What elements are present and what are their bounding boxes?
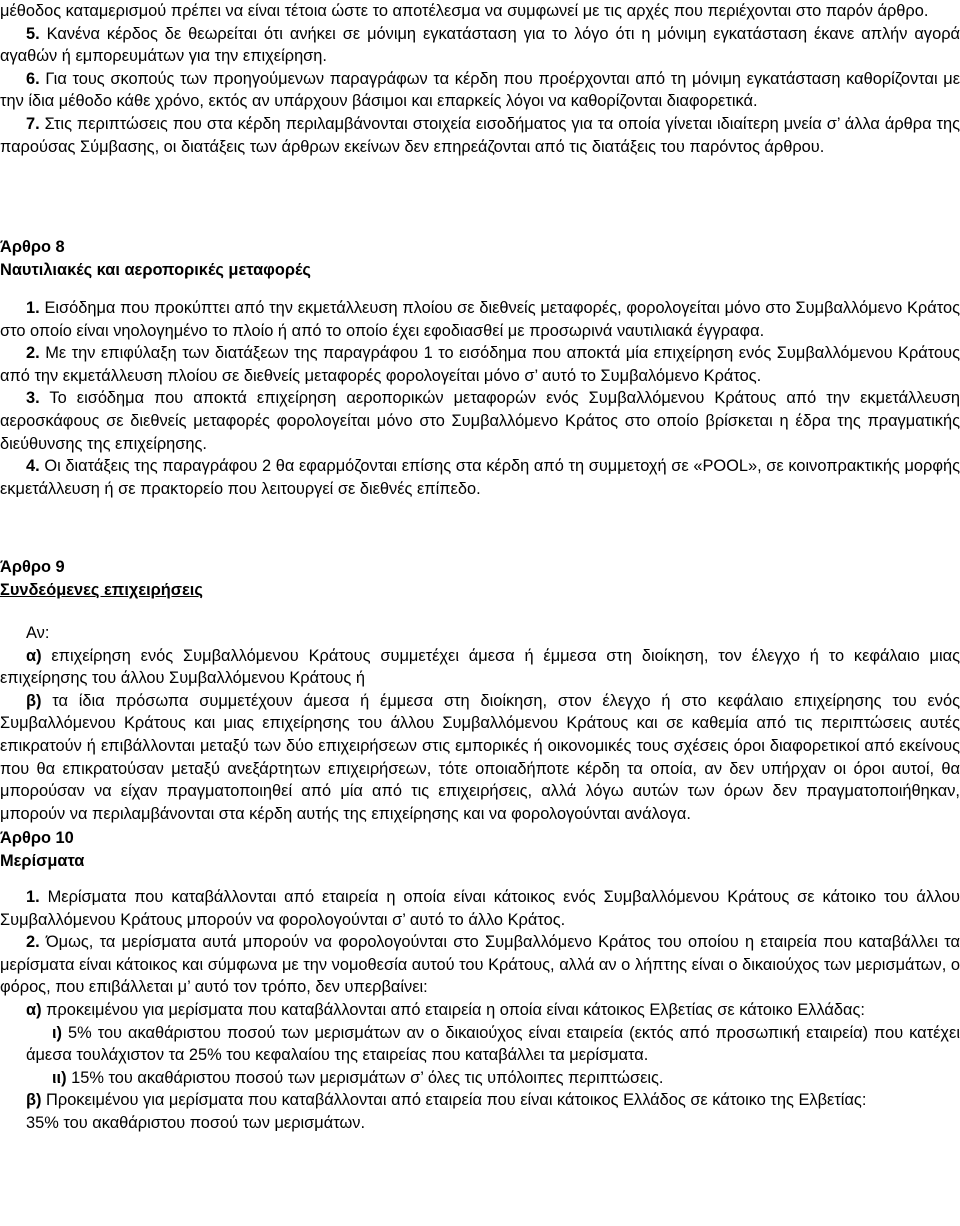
item-label: β) [26, 1091, 42, 1110]
paragraph-number: 3. [26, 389, 40, 408]
item-label: β) [26, 691, 42, 710]
paragraph-1 [0, 297, 960, 342]
previous-article-continuation [0, 0, 960, 158]
paragraph-7 [0, 113, 960, 158]
paragraph-1 [0, 886, 960, 931]
paragraph-text: Για τους σκοπούς των προηγούμενων παραγράφων τα κέρδη που προέρχονται από τη μόνιμη εγκατάσταση καθορίζονται με την ίδια μέθοδο κάθε χρόνο, εκτός αν υπάρχουν βάσιμοι και επαρκείς λόγοι να καθορίζονται διαφορετικά. [0, 69, 960, 111]
paragraph-text: Το εισόδημα που αποκτά επιχείρηση αεροπορικών μεταφορών ενός Συμβαλλόμενου Κράτους από την εκμετάλλευση αεροσκάφους σε διεθνείς μεταφορές φορολογείται μόνο στο Συμβαλλόμενο Κράτος στο οποίο βρίσκεται η έδρα της πραγματικής διεύθυνσης της επιχείρησης. [0, 389, 960, 453]
paragraph-2 [0, 931, 960, 999]
article-title: Ναυτιλιακές και αεροπορικές μεταφορές [0, 260, 311, 279]
paragraph-text: Στις περιπτώσεις που στα κέρδη περιλαμβάνονται στοιχεία εισοδήματος για τα οποία γίνεται ιδιαίτερη μνεία σ’ άλλα άρθρα της παρούσας Σύμβασης, οι διατάξεις των άρθρων εκείνων δεν επηρεάζονται από τις διατάξεις του παρόντος άρθρου. [0, 114, 960, 156]
paragraph-text: Κανένα κέρδος δε θεωρείται ότι ανήκει σε μόνιμη εγκατάσταση για το λόγο ότι η μόνιμη εγκατάσταση έκανε απλήν αγορά αγαθών ή εμπορευμάτων για την επιχείρηση. [0, 24, 960, 66]
paragraph-text: Με την επιφύλαξη των διατάξεων της παραγράφου 1 το εισόδημα που αποκτά μία επιχείρηση ενός Συμβαλλόμενου Κράτους από την εκμετάλλευση πλοίου σε διεθνείς μεταφορές φορολογείται μόνο σ’ αυτό το Συμβαλόμενο Κράτος. [0, 344, 960, 385]
sub-item-i [0, 1022, 960, 1067]
item-text: επιχείρηση ενός Συμβαλλόμενου Κράτους συμμετέχει άμεσα ή έμμεσα στη διοίκηση, τον έλεγχο ή το κεφάλαιο μιας επιχείρησης του άλλου Συμβαλλόμενου Κράτους ή [0, 646, 960, 688]
paragraph-6 [0, 68, 960, 113]
article-8 [0, 236, 960, 281]
sub-item-label: ιι) [52, 1068, 67, 1087]
item-b [0, 690, 960, 826]
article-title: Μερίσματα [0, 851, 85, 870]
intro-text: Αν: [26, 624, 50, 642]
paragraph-5 [0, 23, 960, 68]
item-text: προκειμένου για μερίσματα που καταβάλλονται από εταιρεία η οποία είναι κάτοικος Ελβετίας σε κάτοικο Ελλάδας: [46, 1000, 865, 1019]
item-label: α) [26, 646, 42, 665]
article-10 [0, 827, 960, 872]
paragraph-number: 1. [26, 299, 40, 317]
paragraph-4 [0, 455, 960, 500]
article-number: Άρθρο 9 [0, 558, 65, 576]
paragraph-text: Οι διατάξεις της παραγράφου 2 θα εφαρμόζονται επίσης στα κέρδη από τη συμμετοχή σε «POOL», σε κοινοπρακτικής μορφής εκμετάλλευση ή σε πρακτορείο που λειτουργεί σε διεθνές επίπεδο. [0, 457, 960, 498]
sub-item-ii [0, 1067, 960, 1090]
sub-item-label: ι) [52, 1023, 63, 1042]
item-b-rate: 35% του ακαθάριστου ποσού των μερισμάτων. [26, 1113, 366, 1132]
article-title: Συνδεόμενες επιχειρήσεις [0, 580, 203, 599]
paragraph-text: Μερίσματα που καταβάλλονται από εταιρεία η οποία είναι κάτοικος ενός Συμβαλλόμενου Κράτους σε κάτοικο του άλλου Συμβαλλόμενου Κράτους μπορούν να φορολογούνται σ’ αυτό το άλλο Κράτος. [0, 888, 960, 929]
paragraph-3 [0, 387, 960, 455]
paragraph-text: Εισόδημα που προκύπτει από την εκμετάλλευση πλοίου σε διεθνείς μεταφορές, φορολογείται μόνο στο Συμβαλλόμενο Κράτος στο οποίο είναι νηολογημένο το πλοίο ή από το οποίο έχει εφοδιασθεί με προσωρινά ναυτιλιακά έγγραφα. [0, 299, 960, 340]
item-text: τα ίδια πρόσωπα συμμετέχουν άμεσα ή έμμεσα στη διοίκηση, στον έλεγχο ή στο κεφάλαιο επιχείρησης του ενός Συμβαλλόμενου Κράτους και μιας επιχείρησης του άλλου Συμβαλλόμενου Κράτους και σε καθεμία από τις περιπτώσεις αυτές επικρατούν ή επιβάλλονται μεταξύ των δύο επιχειρήσεων στις εμπορικές ή οικονομικές τους σχέσεις όροι διαφορετικοί από εκείνους που θα επικρατούσαν μεταξύ ανεξάρτητων επιχειρήσεων, τότε οποιαδήποτε κέρδη τα οποία, αν δεν υπήρχαν οι όροι αυτοί, θα μπορούσαν να είχαν πραγματοποιηθεί από μία από τις επιχειρήσεις, αλλά λόγω αυτών των όρων δεν πραγματοποιήθηκαν, μπορούν να περιλαμβάνονται στα κέρδη αυτής της επιχείρησης και να φορολογούνται ανάλογα. [0, 691, 960, 823]
item-b [0, 1089, 960, 1112]
paragraph-number: 1. [26, 888, 40, 906]
article-number: Άρθρο 8 [0, 238, 65, 256]
paragraph-text: Όμως, τα μερίσματα αυτά μπορούν να φορολογούνται στο Συμβαλλόμενο Κράτος του οποίου η εταιρεία που καταβάλλει τα μερίσματα είναι κάτοικος και σύμφωνα με την νομοθεσία αυτού του Κράτους, αλλά αν ο λήπτης είναι ο δικαιούχος των μερισμάτων, ο φόρος, που επιβάλλεται μ’ αυτό τον τρόπο, δεν υπερβαίνει: [0, 933, 960, 997]
item-text: Προκειμένου για μερίσματα που καταβάλλονται από εταιρεία που είναι κάτοικος Ελλάδος σε κάτοικο της Ελβετίας: [46, 1091, 867, 1110]
item-label: α) [26, 1000, 42, 1019]
paragraph-number: 2. [26, 344, 40, 363]
article-9-body [0, 622, 960, 825]
continuation-text: μέθοδος καταμερισμού πρέπει να είναι τέτοια ώστε το αποτέλεσμα να συμφωνεί με τις αρχές που περιέχονται στο παρόν άρθρο. [0, 2, 929, 20]
article-8-body [0, 297, 960, 500]
paragraph-number: 2. [26, 933, 40, 952]
paragraph-number: 7. [26, 114, 40, 133]
paragraph-2 [0, 342, 960, 387]
paragraph-number: 4. [26, 457, 40, 476]
item-a [0, 999, 960, 1022]
sub-item-text: 5% του ακαθάριστου ποσού των μερισμάτων αν ο δικαιούχος είναι εταιρεία (εκτός από προσωπική εταιρεία) που κατέχει άμεσα τουλάχιστον τα 25% του κεφαλαίου της εταιρείας που καταβάλλει τα μερίσματα. [26, 1023, 960, 1065]
paragraph-number: 6. [26, 69, 40, 88]
article-10-body [0, 886, 960, 1135]
item-a [0, 645, 960, 690]
paragraph-number: 5. [26, 24, 40, 43]
article-number: Άρθρο 10 [0, 829, 74, 847]
sub-item-text: 15% του ακαθάριστου ποσού των μερισμάτων σ’ όλες τις υπόλοιπες περιπτώσεις. [71, 1068, 664, 1087]
article-9 [0, 556, 960, 601]
